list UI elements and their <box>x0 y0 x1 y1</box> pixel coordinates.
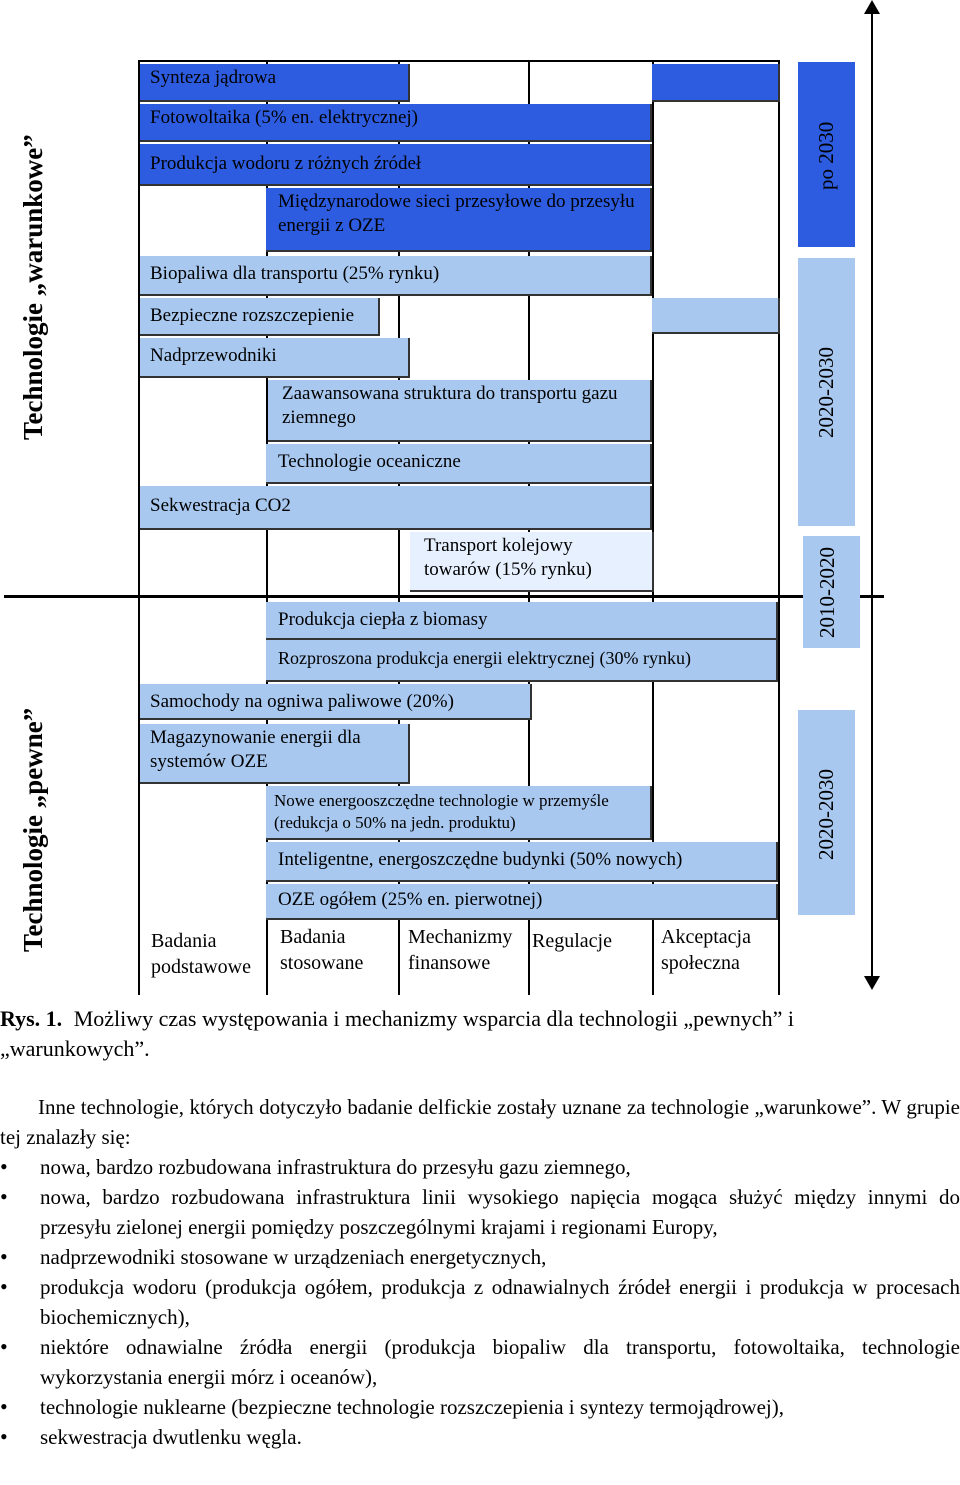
list-item: • nowa, bardzo rozbudowana infrastruktura do przesyłu gazu ziemnego, <box>0 1152 960 1182</box>
column-divider <box>778 60 780 995</box>
list-item: • technologie nuklearne (bezpieczne technologie rozszczepienia i syntezy termojądrowej), <box>0 1392 960 1422</box>
bar-oceaniczne: Technologie oceaniczne <box>266 444 652 484</box>
column-label-applied-research: Badania stosowane <box>280 926 364 974</box>
bar-fotowoltaika: Fotowoltaika (5% en. elektrycznej) <box>140 104 652 142</box>
period-2010-2020 <box>803 536 860 648</box>
bar-sekwestracja: Sekwestracja CO2 <box>140 486 652 530</box>
caption-label: Rys. 1. <box>0 1006 63 1031</box>
bar-budynki: Inteligentne, energoszczędne budynki (50% nowych) <box>266 842 778 882</box>
side-label-certain: Technologie „pewne” <box>18 707 48 952</box>
list-item: • nowa, bardzo rozbudowana infrastruktura linii wysokiego napięcia mogąca służyć między innymi do przesyłu zielonej energii pomiędzy poszczególnymi krajami i regionami Europy, <box>0 1182 960 1242</box>
bar-oze: OZE ogółem (25% en. pierwotnej) <box>266 884 778 920</box>
bar-gaz: Zaawansowana struktura do transportu gazu ziemnego <box>268 380 652 442</box>
bar-synteza: Synteza jądrowa <box>140 64 410 102</box>
list-item: • niektóre odnawialne źródła energii (produkcja biopaliw dla transportu, fotowoltaika, technologie wykorzystania energii mórz i oceanów), <box>0 1332 960 1392</box>
list-item: • nadprzewodniki stosowane w urządzeniach energetycznych, <box>0 1242 960 1272</box>
bar-samochody: Samochody na ogniwa paliwowe (20%) <box>140 684 532 720</box>
period-after-2030 <box>798 62 855 247</box>
list-item: • sekwestracja dwutlenku węgla. <box>0 1422 960 1452</box>
period-2020-2030-certain <box>798 710 855 915</box>
period-label: po 2030 <box>814 121 838 190</box>
group-divider <box>4 595 884 598</box>
column-label-regulations: Regulacje <box>532 930 612 952</box>
period-label: 2020-2030 <box>814 347 838 438</box>
intro-paragraph: Inne technologie, których dotyczyło badanie delfickie zostały uznane za technologie „warunkowe”. W grupie tej znalazły się: <box>0 1095 960 1149</box>
bar-biopaliwa: Biopaliwa dla transportu (25% rynku) <box>140 256 652 296</box>
bar-rozszczepienie: Bezpieczne rozszczepienie <box>140 298 380 336</box>
side-label-conditional: Technologie „warunkowe” <box>18 134 48 440</box>
period-label: 2010-2020 <box>815 547 839 638</box>
caption-text: Możliwy czas występowania i mechanizmy wsparcia dla technologii „pewnych” i „warunkowych”. <box>0 1006 794 1061</box>
bar-rozszczepienie-late <box>652 298 780 334</box>
figure-caption <box>0 1004 940 1064</box>
bar-rozproszona: Rozproszona produkcja energii elektrycznej (30% rynku) <box>266 640 778 682</box>
column-label-basic-research: Badania podstawowe <box>151 930 251 978</box>
top-border <box>138 60 780 62</box>
bar-cieplo: Produkcja ciepła z biomasy <box>266 602 778 640</box>
period-label: 2020-2030 <box>814 769 838 860</box>
bar-synteza-late <box>652 64 780 102</box>
bar-nowe: Nowe energooszczędne technologie w przemyśle (redukcja o 50% na jedn. produktu) <box>266 786 652 840</box>
column-label-financial: Mechanizmy finansowe <box>408 926 513 974</box>
bar-magazynowanie: Magazynowanie energii dla systemów OZE <box>140 724 410 784</box>
column-label-acceptance: Akceptacja społeczna <box>661 926 751 974</box>
list-item: • produkcja wodoru (produkcja ogółem, produkcja z odnawialnych źródeł energii i produkcja w procesach biochemicznych), <box>0 1272 960 1332</box>
technology-list <box>0 1152 960 1452</box>
bar-nadprzewodniki: Nadprzewodniki <box>140 338 410 378</box>
arrow-down-icon <box>864 976 880 990</box>
time-axis <box>871 10 873 980</box>
bar-sieci: Międzynarodowe sieci przesyłowe do przesyłu energii z OZE <box>266 188 652 252</box>
bar-kolejowy: Transport kolejowy towarów (15% rynku) <box>410 532 654 592</box>
period-2020-2030-conditional <box>798 258 855 526</box>
bar-wodor: Produkcja wodoru z różnych źródeł <box>140 144 652 186</box>
arrow-up-icon <box>864 0 880 14</box>
